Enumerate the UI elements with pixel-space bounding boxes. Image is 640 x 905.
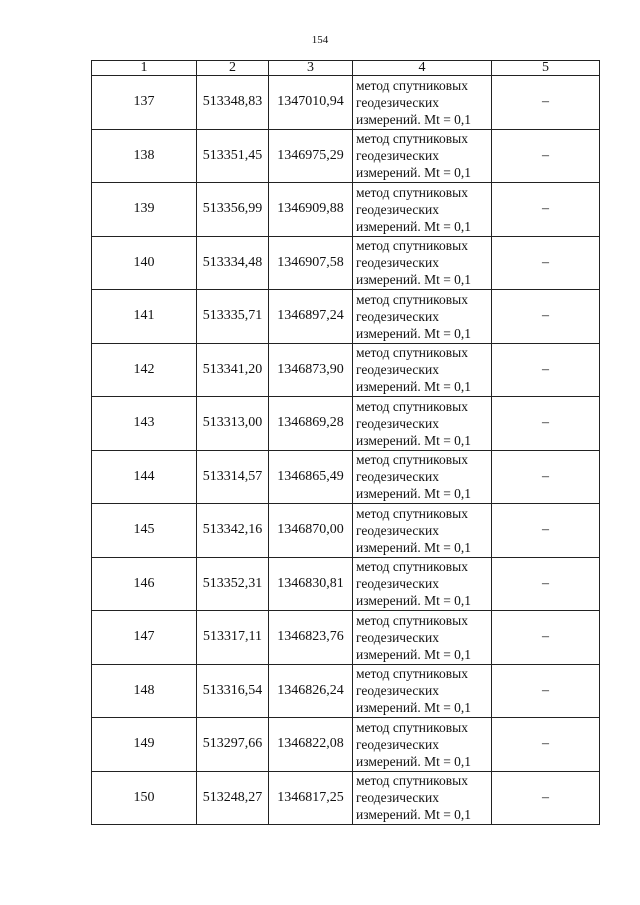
point-number-cell: 147 bbox=[92, 611, 197, 665]
x-coordinate-cell: 513317,11 bbox=[197, 611, 269, 665]
method-cell bbox=[353, 183, 492, 237]
method-line: метод спутниковых bbox=[356, 77, 468, 93]
method-line: измерений. Mt = 0,1 bbox=[356, 165, 472, 181]
method-line: метод спутниковых bbox=[356, 505, 468, 521]
point-number-cell: 146 bbox=[92, 557, 197, 611]
method-line: геодезических bbox=[356, 255, 439, 271]
note-cell: – bbox=[492, 236, 600, 290]
note-cell: – bbox=[492, 557, 600, 611]
note-cell: – bbox=[492, 718, 600, 772]
note-cell: – bbox=[492, 290, 600, 344]
y-coordinate-cell: 1346830,81 bbox=[269, 557, 353, 611]
column-header: 3 bbox=[269, 61, 353, 76]
x-coordinate-cell: 513352,31 bbox=[197, 557, 269, 611]
note-cell: – bbox=[492, 771, 600, 825]
method-line: измерений. Mt = 0,1 bbox=[356, 379, 472, 395]
table-row bbox=[92, 504, 600, 558]
method-line: геодезических bbox=[356, 362, 439, 378]
table-row bbox=[92, 397, 600, 451]
y-coordinate-cell: 1346826,24 bbox=[269, 664, 353, 718]
y-coordinate-cell: 1347010,94 bbox=[269, 76, 353, 130]
method-line: метод спутниковых bbox=[356, 452, 468, 468]
table-row bbox=[92, 236, 600, 290]
table-row bbox=[92, 771, 600, 825]
method-line: метод спутниковых bbox=[356, 184, 468, 200]
method-line: геодезических bbox=[356, 415, 439, 431]
y-coordinate-cell: 1346823,76 bbox=[269, 611, 353, 665]
table-body bbox=[92, 76, 600, 825]
method-line: измерений. Mt = 0,1 bbox=[356, 539, 472, 555]
method-cell bbox=[353, 290, 492, 344]
x-coordinate-cell: 513297,66 bbox=[197, 718, 269, 772]
x-coordinate-cell: 513334,48 bbox=[197, 236, 269, 290]
table-row bbox=[92, 611, 600, 665]
note-cell: – bbox=[492, 504, 600, 558]
method-line: измерений. Mt = 0,1 bbox=[356, 646, 472, 662]
method-line: измерений. Mt = 0,1 bbox=[356, 432, 472, 448]
point-number-cell: 137 bbox=[92, 76, 197, 130]
point-number-cell: 144 bbox=[92, 450, 197, 504]
x-coordinate-cell: 513335,71 bbox=[197, 290, 269, 344]
method-line: геодезических bbox=[356, 469, 439, 485]
method-line: измерений. Mt = 0,1 bbox=[356, 325, 472, 341]
point-number-cell: 145 bbox=[92, 504, 197, 558]
point-number-cell: 139 bbox=[92, 183, 197, 237]
method-cell bbox=[353, 397, 492, 451]
x-coordinate-cell: 513356,99 bbox=[197, 183, 269, 237]
method-line: измерений. Mt = 0,1 bbox=[356, 807, 472, 823]
column-header: 2 bbox=[197, 61, 269, 76]
point-number-cell: 150 bbox=[92, 771, 197, 825]
note-cell: – bbox=[492, 397, 600, 451]
method-line: метод спутниковых bbox=[356, 666, 468, 682]
x-coordinate-cell: 513314,57 bbox=[197, 450, 269, 504]
point-number-cell: 141 bbox=[92, 290, 197, 344]
point-number-cell: 142 bbox=[92, 343, 197, 397]
method-line: измерений. Mt = 0,1 bbox=[356, 272, 472, 288]
method-line: измерений. Mt = 0,1 bbox=[356, 700, 472, 716]
table-row bbox=[92, 290, 600, 344]
method-cell bbox=[353, 718, 492, 772]
note-cell: – bbox=[492, 664, 600, 718]
method-line: метод спутниковых bbox=[356, 131, 468, 147]
method-line: геодезических bbox=[356, 148, 439, 164]
y-coordinate-cell: 1346873,90 bbox=[269, 343, 353, 397]
column-header: 4 bbox=[353, 61, 492, 76]
table-row bbox=[92, 343, 600, 397]
y-coordinate-cell: 1346869,28 bbox=[269, 397, 353, 451]
method-line: метод спутниковых bbox=[356, 238, 468, 254]
x-coordinate-cell: 513316,54 bbox=[197, 664, 269, 718]
y-coordinate-cell: 1346909,88 bbox=[269, 183, 353, 237]
method-line: геодезических bbox=[356, 201, 439, 217]
x-coordinate-cell: 513342,16 bbox=[197, 504, 269, 558]
x-coordinate-cell: 513313,00 bbox=[197, 397, 269, 451]
method-line: геодезических bbox=[356, 683, 439, 699]
note-cell: – bbox=[492, 129, 600, 183]
table-row bbox=[92, 450, 600, 504]
x-coordinate-cell: 513351,45 bbox=[197, 129, 269, 183]
note-cell: – bbox=[492, 76, 600, 130]
point-number-cell: 143 bbox=[92, 397, 197, 451]
y-coordinate-cell: 1346870,00 bbox=[269, 504, 353, 558]
table-row bbox=[92, 183, 600, 237]
note-cell: – bbox=[492, 611, 600, 665]
method-line: геодезических bbox=[356, 522, 439, 538]
x-coordinate-cell: 513348,83 bbox=[197, 76, 269, 130]
table-row bbox=[92, 557, 600, 611]
method-cell bbox=[353, 450, 492, 504]
table-row bbox=[92, 718, 600, 772]
note-cell: – bbox=[492, 183, 600, 237]
column-header: 1 bbox=[92, 61, 197, 76]
y-coordinate-cell: 1346975,29 bbox=[269, 129, 353, 183]
method-cell bbox=[353, 771, 492, 825]
method-line: измерений. Mt = 0,1 bbox=[356, 593, 472, 609]
method-line: геодезических bbox=[356, 736, 439, 752]
y-coordinate-cell: 1346817,25 bbox=[269, 771, 353, 825]
method-line: геодезических bbox=[356, 790, 439, 806]
point-number-cell: 149 bbox=[92, 718, 197, 772]
method-line: измерений. Mt = 0,1 bbox=[356, 218, 472, 234]
note-cell: – bbox=[492, 450, 600, 504]
method-line: метод спутниковых bbox=[356, 773, 468, 789]
method-line: метод спутниковых bbox=[356, 559, 468, 575]
method-line: измерений. Mt = 0,1 bbox=[356, 486, 472, 502]
column-header: 5 bbox=[492, 61, 600, 76]
method-line: метод спутниковых bbox=[356, 398, 468, 414]
point-number-cell: 148 bbox=[92, 664, 197, 718]
y-coordinate-cell: 1346897,24 bbox=[269, 290, 353, 344]
coordinates-table bbox=[91, 60, 600, 825]
method-line: метод спутниковых bbox=[356, 612, 468, 628]
x-coordinate-cell: 513341,20 bbox=[197, 343, 269, 397]
method-line: геодезических bbox=[356, 308, 439, 324]
method-line: геодезических bbox=[356, 629, 439, 645]
method-line: метод спутниковых bbox=[356, 719, 468, 735]
method-line: измерений. Mt = 0,1 bbox=[356, 111, 472, 127]
method-cell bbox=[353, 664, 492, 718]
method-line: геодезических bbox=[356, 94, 439, 110]
table-row bbox=[92, 664, 600, 718]
method-line: геодезических bbox=[356, 576, 439, 592]
point-number-cell: 140 bbox=[92, 236, 197, 290]
method-line: измерений. Mt = 0,1 bbox=[356, 753, 472, 769]
y-coordinate-cell: 1346822,08 bbox=[269, 718, 353, 772]
table-header-row bbox=[92, 61, 600, 76]
method-cell bbox=[353, 129, 492, 183]
method-line: метод спутниковых bbox=[356, 345, 468, 361]
page-number: 154 bbox=[311, 34, 329, 46]
x-coordinate-cell: 513248,27 bbox=[197, 771, 269, 825]
method-cell bbox=[353, 76, 492, 130]
note-cell: – bbox=[492, 343, 600, 397]
method-line: метод спутниковых bbox=[356, 291, 468, 307]
y-coordinate-cell: 1346865,49 bbox=[269, 450, 353, 504]
y-coordinate-cell: 1346907,58 bbox=[269, 236, 353, 290]
method-cell bbox=[353, 236, 492, 290]
table-row bbox=[92, 129, 600, 183]
method-cell bbox=[353, 504, 492, 558]
method-cell bbox=[353, 611, 492, 665]
point-number-cell: 138 bbox=[92, 129, 197, 183]
method-cell bbox=[353, 557, 492, 611]
table-row bbox=[92, 76, 600, 130]
method-cell bbox=[353, 343, 492, 397]
